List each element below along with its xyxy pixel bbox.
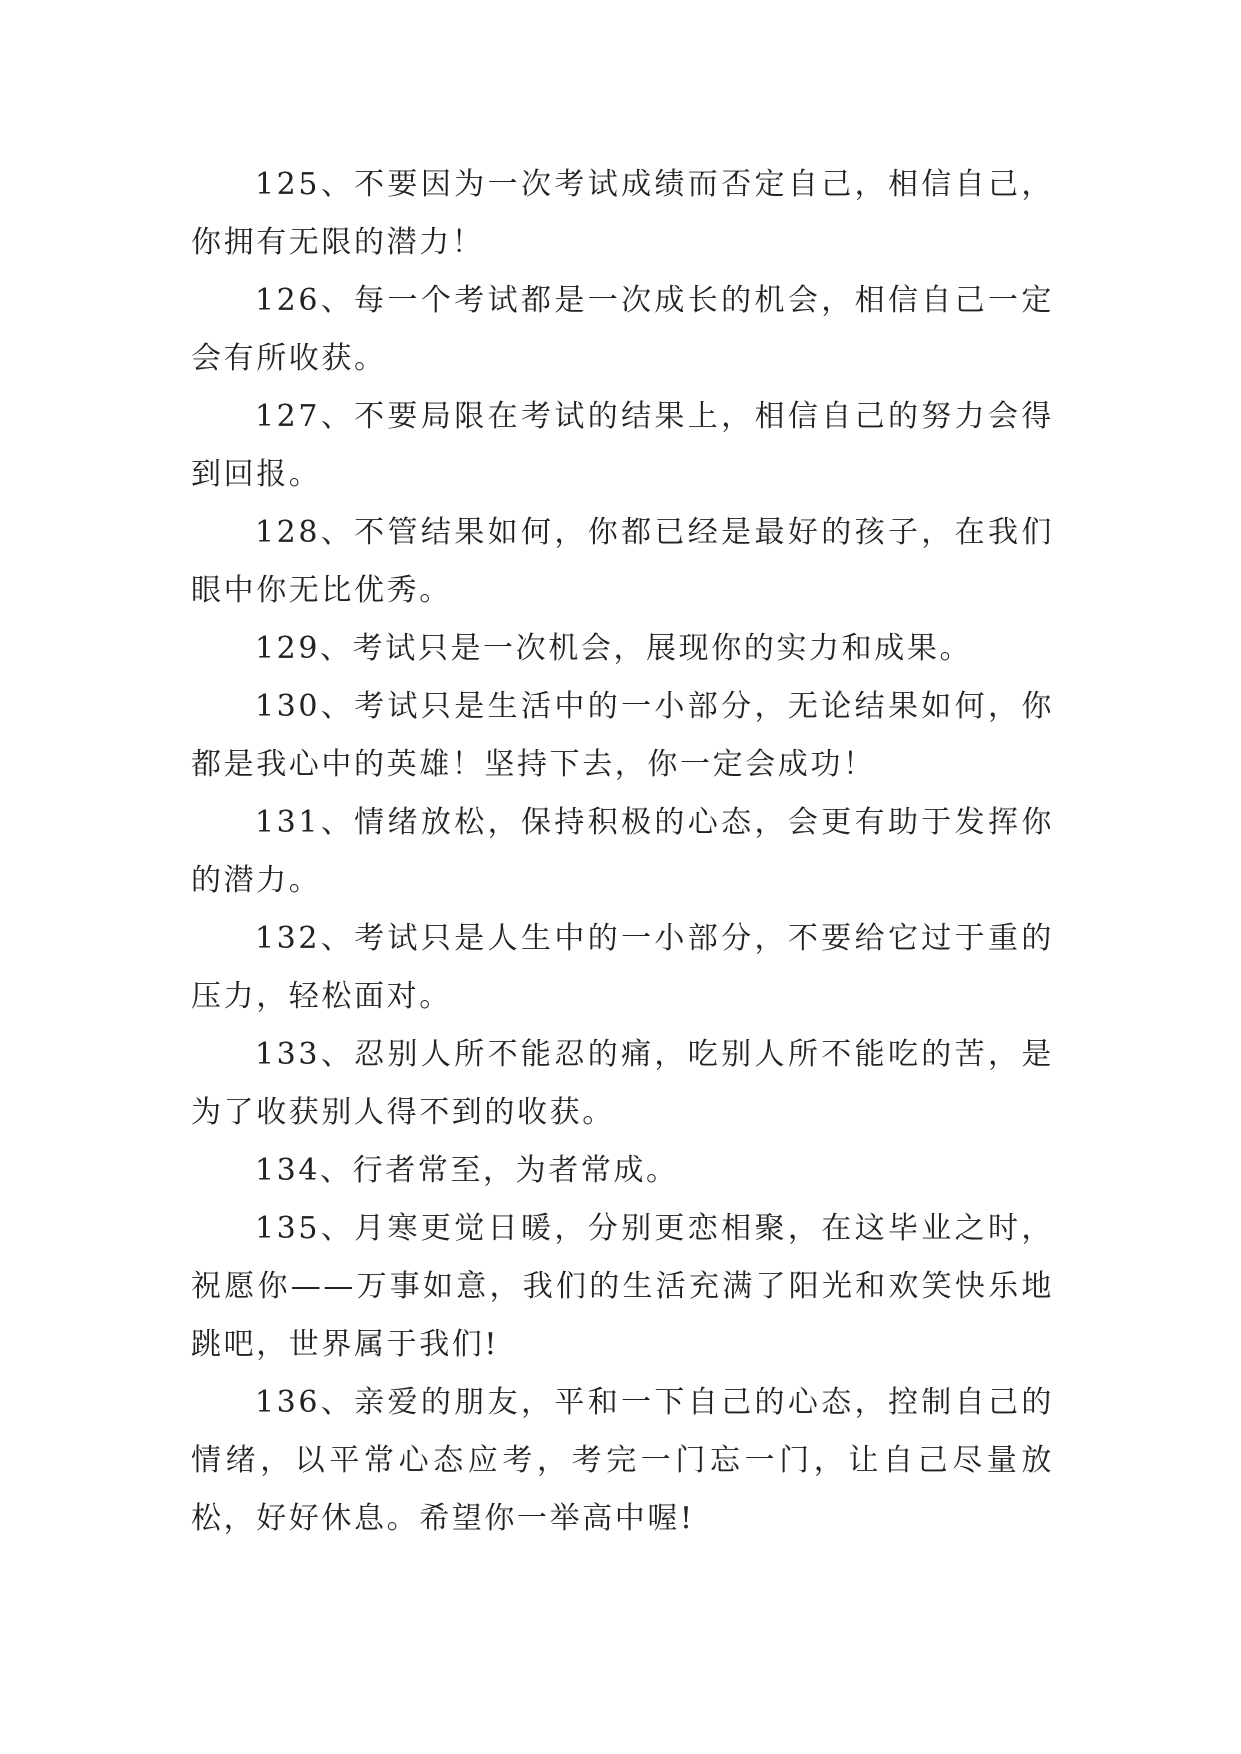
paragraph-134: 134、行者常至，为者常成。 <box>255 1153 679 1188</box>
paragraph-132: 132、考试只是人生中的一小部分，不要给它过于重的压力，轻松面对。 <box>191 921 1054 1014</box>
paragraph-130: 130、考试只是生活中的一小部分，无论结果如何，你都是我心中的英雄！坚持下去，你一定会成功！ <box>191 689 1054 782</box>
paragraph-128: 128、不管结果如何，你都已经是最好的孩子，在我们眼中你无比优秀。 <box>191 515 1054 608</box>
paragraph-129: 129、考试只是一次机会，展现你的实力和成果。 <box>255 631 973 666</box>
paragraph-135: 135、月寒更觉日暖，分别更恋相聚，在这毕业之时，祝愿你——万事如意，我们的生活充满了阳光和欢笑快乐地跳吧，世界属于我们! <box>191 1211 1054 1362</box>
paragraph-125: 125、不要因为一次考试成绩而否定自己，相信自己，你拥有无限的潜力！ <box>191 167 1054 260</box>
document-body <box>191 156 1054 1548</box>
paragraph-133: 133、忍别人所不能忍的痛，吃别人所不能吃的苦，是为了收获别人得不到的收获。 <box>191 1037 1054 1130</box>
paragraph-126: 126、每一个考试都是一次成长的机会，相信自己一定会有所收获。 <box>191 283 1054 376</box>
paragraph-136: 136、亲爱的朋友，平和一下自己的心态，控制自己的情绪，以平常心态应考，考完一门忘一门，让自己尽量放松，好好休息。希望你一举高中喔! <box>191 1385 1054 1536</box>
paragraph-131: 131、情绪放松，保持积极的心态，会更有助于发挥你的潜力。 <box>191 805 1054 898</box>
paragraph-127: 127、不要局限在考试的结果上，相信自己的努力会得到回报。 <box>191 399 1054 492</box>
